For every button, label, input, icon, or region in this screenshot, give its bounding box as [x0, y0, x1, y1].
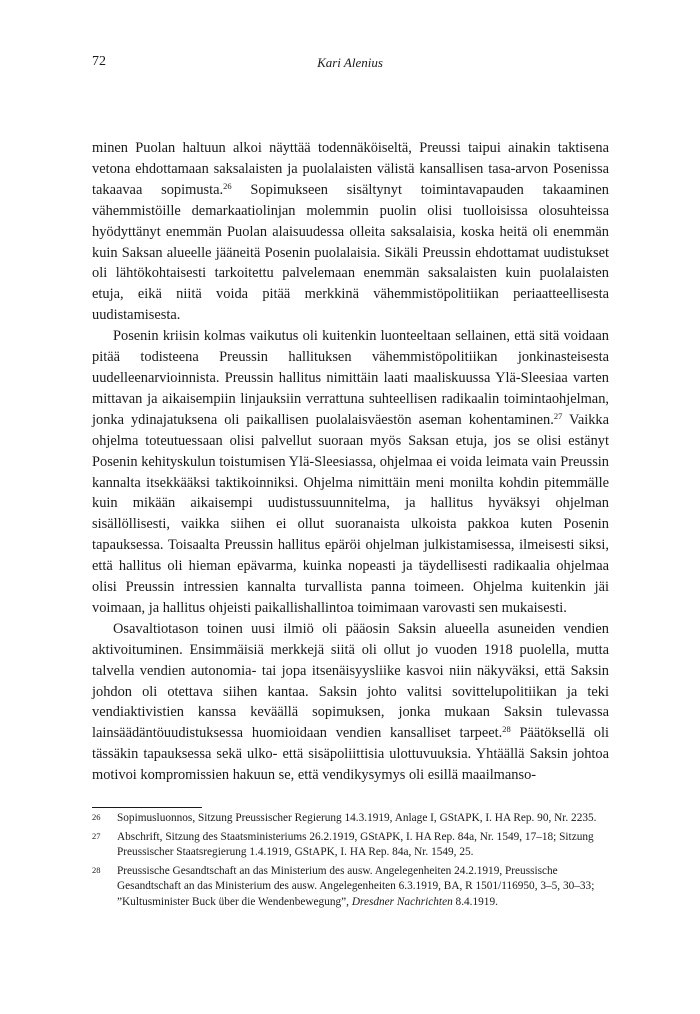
running-head-author: Kari Alenius: [317, 55, 383, 70]
paragraph: [92, 619, 609, 786]
footnote-separator-rule: [92, 807, 202, 808]
paragraph: [92, 138, 609, 326]
footnote-text: [117, 811, 609, 827]
text-run: Päätöksellä oli tässäkin tapauksessa sekä ulko- että sisäpoliittisia ulottuvuuksia. Yhtäällä Saksin johtoa motivoi kompromissien hakuun se, että vendikysymys oli esillä maailmanso-: [92, 725, 609, 784]
paragraph: [92, 326, 609, 619]
text-run: Abschrift, Sitzung des Staatsministeriums 26.2.1919, GStAPK, I. HA Rep. 84a, Nr. 1549, 17–18; Sitzung Preussischer Staatsregierung 1.4.1919, GStAPK, I. HA Rep. 84a, Nr. 1549, 25.: [117, 830, 594, 859]
footnote: [92, 830, 609, 861]
footnotes: [92, 811, 609, 914]
text-run: 8.4.1919.: [452, 895, 498, 908]
footnote-text: [117, 864, 609, 911]
italic-title: Dresdner Nachrichten: [351, 895, 453, 908]
body-text: [92, 138, 609, 786]
text-run: Osavaltiotason toinen uusi ilmiö oli pääosin Saksin alueella asuneiden vendien aktivoituminen. Ensimmäisiä merkkejä siitä oli ollut jo vuoden 1918 puolella, mutta talvella vendien autonomia- tai jopa itsenäisyysliike kasvoi niin näkyväksi, että Saksin johdon oli otettava siihen kantaa. Saksin johto valitsi sovittelupolitiikan ja teki vendiaktivistien kanssa keväällä sopimuksen, jonka mukaan Saksin tulevassa lainsäädäntöuudistuksessa huomioidaan vendien kansalliset tarpeet.: [92, 620, 609, 742]
text-run: Posenin kriisin kolmas vaikutus oli kuitenkin luonteeltaan sellainen, että sitä voidaan pitää todisteena Preussin hallituksen vähemmistöpolitiikan jonkinasteisesta uudelleenarvioinnista. Preussin hallitus nimittäin laati maaliskuussa Ylä-Sleesiaa varten mittavan ja aikaisempiin linjauksiin verrattuna suhteellisen radikaalin toimintaohjelman, jonka ydinajatuksena oli paikallisen puolalaisväestön aseman kohentaminen.: [92, 328, 609, 428]
text-run: Vaikka ohjelma toteutuessaan olisi palvellut suoraan myös Saksan etuja, jos se olisi estänyt Posenin kehityskulun toistumisen Ylä-Sleesiassa, ohjelmaa ei voida leimata vain Preussin kannalta itsekkääksi taktikoinniksi. Ohjelma nimittäin meni monilta kohdin pitemmälle kuin mikään aikaisempi uudistussuunnitelma, ja hallitus hyväksyi ohjelman sisällöllisesti, vaikka siihen ei ollut suoranaista ulkoista pakkoa kuten Posenin tapauksessa. Toisaalta Preussin hallitus epäröi ohjelman julkistamisessa, ilmeisesti siksi, että hallitus oli hieman epävarma, kuinka nopeasti ja täydellisesti radikaalia ohjelmaa olisi Preussin intressien kannalta turvallista panna toimeen. Ohjelma kuitenkin jäi voimaan, ja hallitus ohjeisti paikallishallintoa toimimaan varovasti sen mukaisesti.: [92, 411, 609, 616]
footnote-reference: 27: [553, 410, 563, 421]
footnote-number: 26: [92, 812, 101, 822]
footnote-number: 27: [92, 830, 101, 841]
footnote-text: [117, 830, 609, 861]
footnote-reference: 28: [502, 724, 511, 735]
footnote-reference: 26: [223, 180, 232, 191]
footnote: [92, 864, 609, 911]
footnote-number: 28: [92, 864, 101, 875]
text-run: Sopimukseen sisältynyt toimintavapauden takaaminen vähemmistöille demarkaatiolinjan molemmin puolin olisi tuolloisissa olosuhteissa hyödyttänyt enemmän Puolan alaisuudessa olleita saksalaisia, koska heitä oli enemmän kuin Saksan alueelle jääneitä Posenin puolalaisia. Sikäli Preussin ehdottamat uudistukset oli lähtökohtaisesti tarkoitettu palvelemaan enemmän saksalaisten kuin puolalaisten etuja, eikä niitä voida pitää merkkinä vähemmistöpolitiikan periaatteellisesta uudistamisesta.: [92, 181, 610, 324]
text-run: minen Puolan haltuun alkoi näyttää todennäköiseltä, Preussi taipui ainakin taktisena vetona ehdottamaan saksalaisten ja puolalaisten välistä kansallisen tasa-arvon Posenissa takaavaa sopimusta.: [92, 140, 609, 198]
page-number: 72: [92, 54, 106, 69]
footnote: [92, 811, 609, 827]
text-run: Preussische Gesandtschaft an das Ministerium des ausw. Angelegenheiten 24.2.1919, Preussische Gesandtschaft an das Ministerium des ausw. Angelegenheiten 6.3.1919, BA, R 1501/116950, 3–5, 30–33; ”Kultusminister Buck über die Wendenbewegung”,: [117, 864, 595, 908]
text-run: Sopimusluonnos, Sitzung Preussischer Regierung 14.3.1919, Anlage I, GStAPK, I. HA Rep. 90, Nr. 2235.: [117, 812, 597, 824]
